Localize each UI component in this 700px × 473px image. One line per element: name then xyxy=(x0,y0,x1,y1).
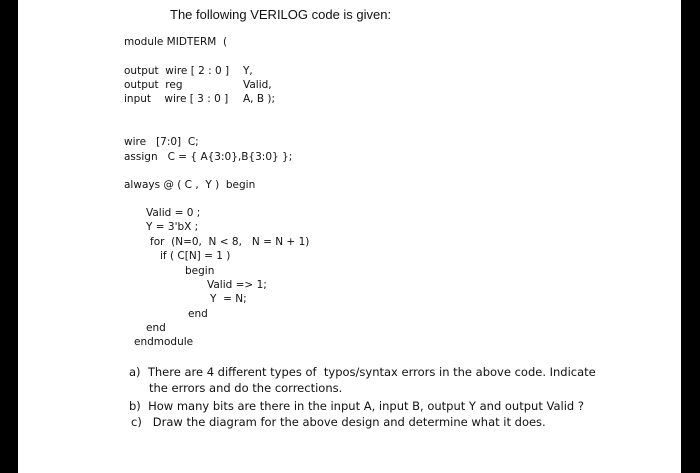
code-input-wire-names: A, B ); xyxy=(243,93,276,105)
code-valid-zero: Valid = 0 ; xyxy=(146,207,201,219)
code-for-line: for (N=0, N < 8, N = N + 1) xyxy=(150,236,310,248)
code-begin-inner: begin xyxy=(185,265,215,277)
code-y-n: Y = N; xyxy=(210,293,247,305)
code-if-line: if ( C[N] = 1 ) xyxy=(160,250,231,262)
question-title: The following VERILOG code is given: xyxy=(170,7,392,22)
document-page xyxy=(18,0,681,473)
code-module-line: module MIDTERM ( xyxy=(124,36,228,48)
question-c: c) Draw the diagram for the above design and determine what it does. xyxy=(131,415,546,429)
question-a-line1: a) There are 4 different types of typos/syntax errors in the above code. Indicate xyxy=(129,365,596,379)
code-y-x: Y = 3'bX ; xyxy=(146,221,199,233)
code-valid-one: Valid => 1; xyxy=(207,279,267,291)
code-endmodule: endmodule xyxy=(134,336,194,348)
code-output-reg-name: Valid, xyxy=(243,79,272,91)
code-output-wire-decl: output wire [ 2 : 0 ] xyxy=(124,65,230,77)
code-always-line: always @ ( C , Y ) begin xyxy=(124,179,256,191)
code-wire-line: wire [7:0] C; xyxy=(124,136,199,148)
code-input-wire-decl: input wire [ 3 : 0 ] xyxy=(124,93,229,105)
code-output-reg-decl: output reg xyxy=(124,79,183,91)
code-output-wire-name: Y, xyxy=(243,65,253,77)
code-end-inner: end xyxy=(188,308,208,320)
question-b: b) How many bits are there in the input A, input B, output Y and output Valid ? xyxy=(129,399,584,413)
code-assign-line: assign C = { A{3:0},B{3:0} }; xyxy=(124,151,293,163)
code-end-outer: end xyxy=(146,322,166,334)
question-a-line2: the errors and do the corrections. xyxy=(149,381,343,395)
